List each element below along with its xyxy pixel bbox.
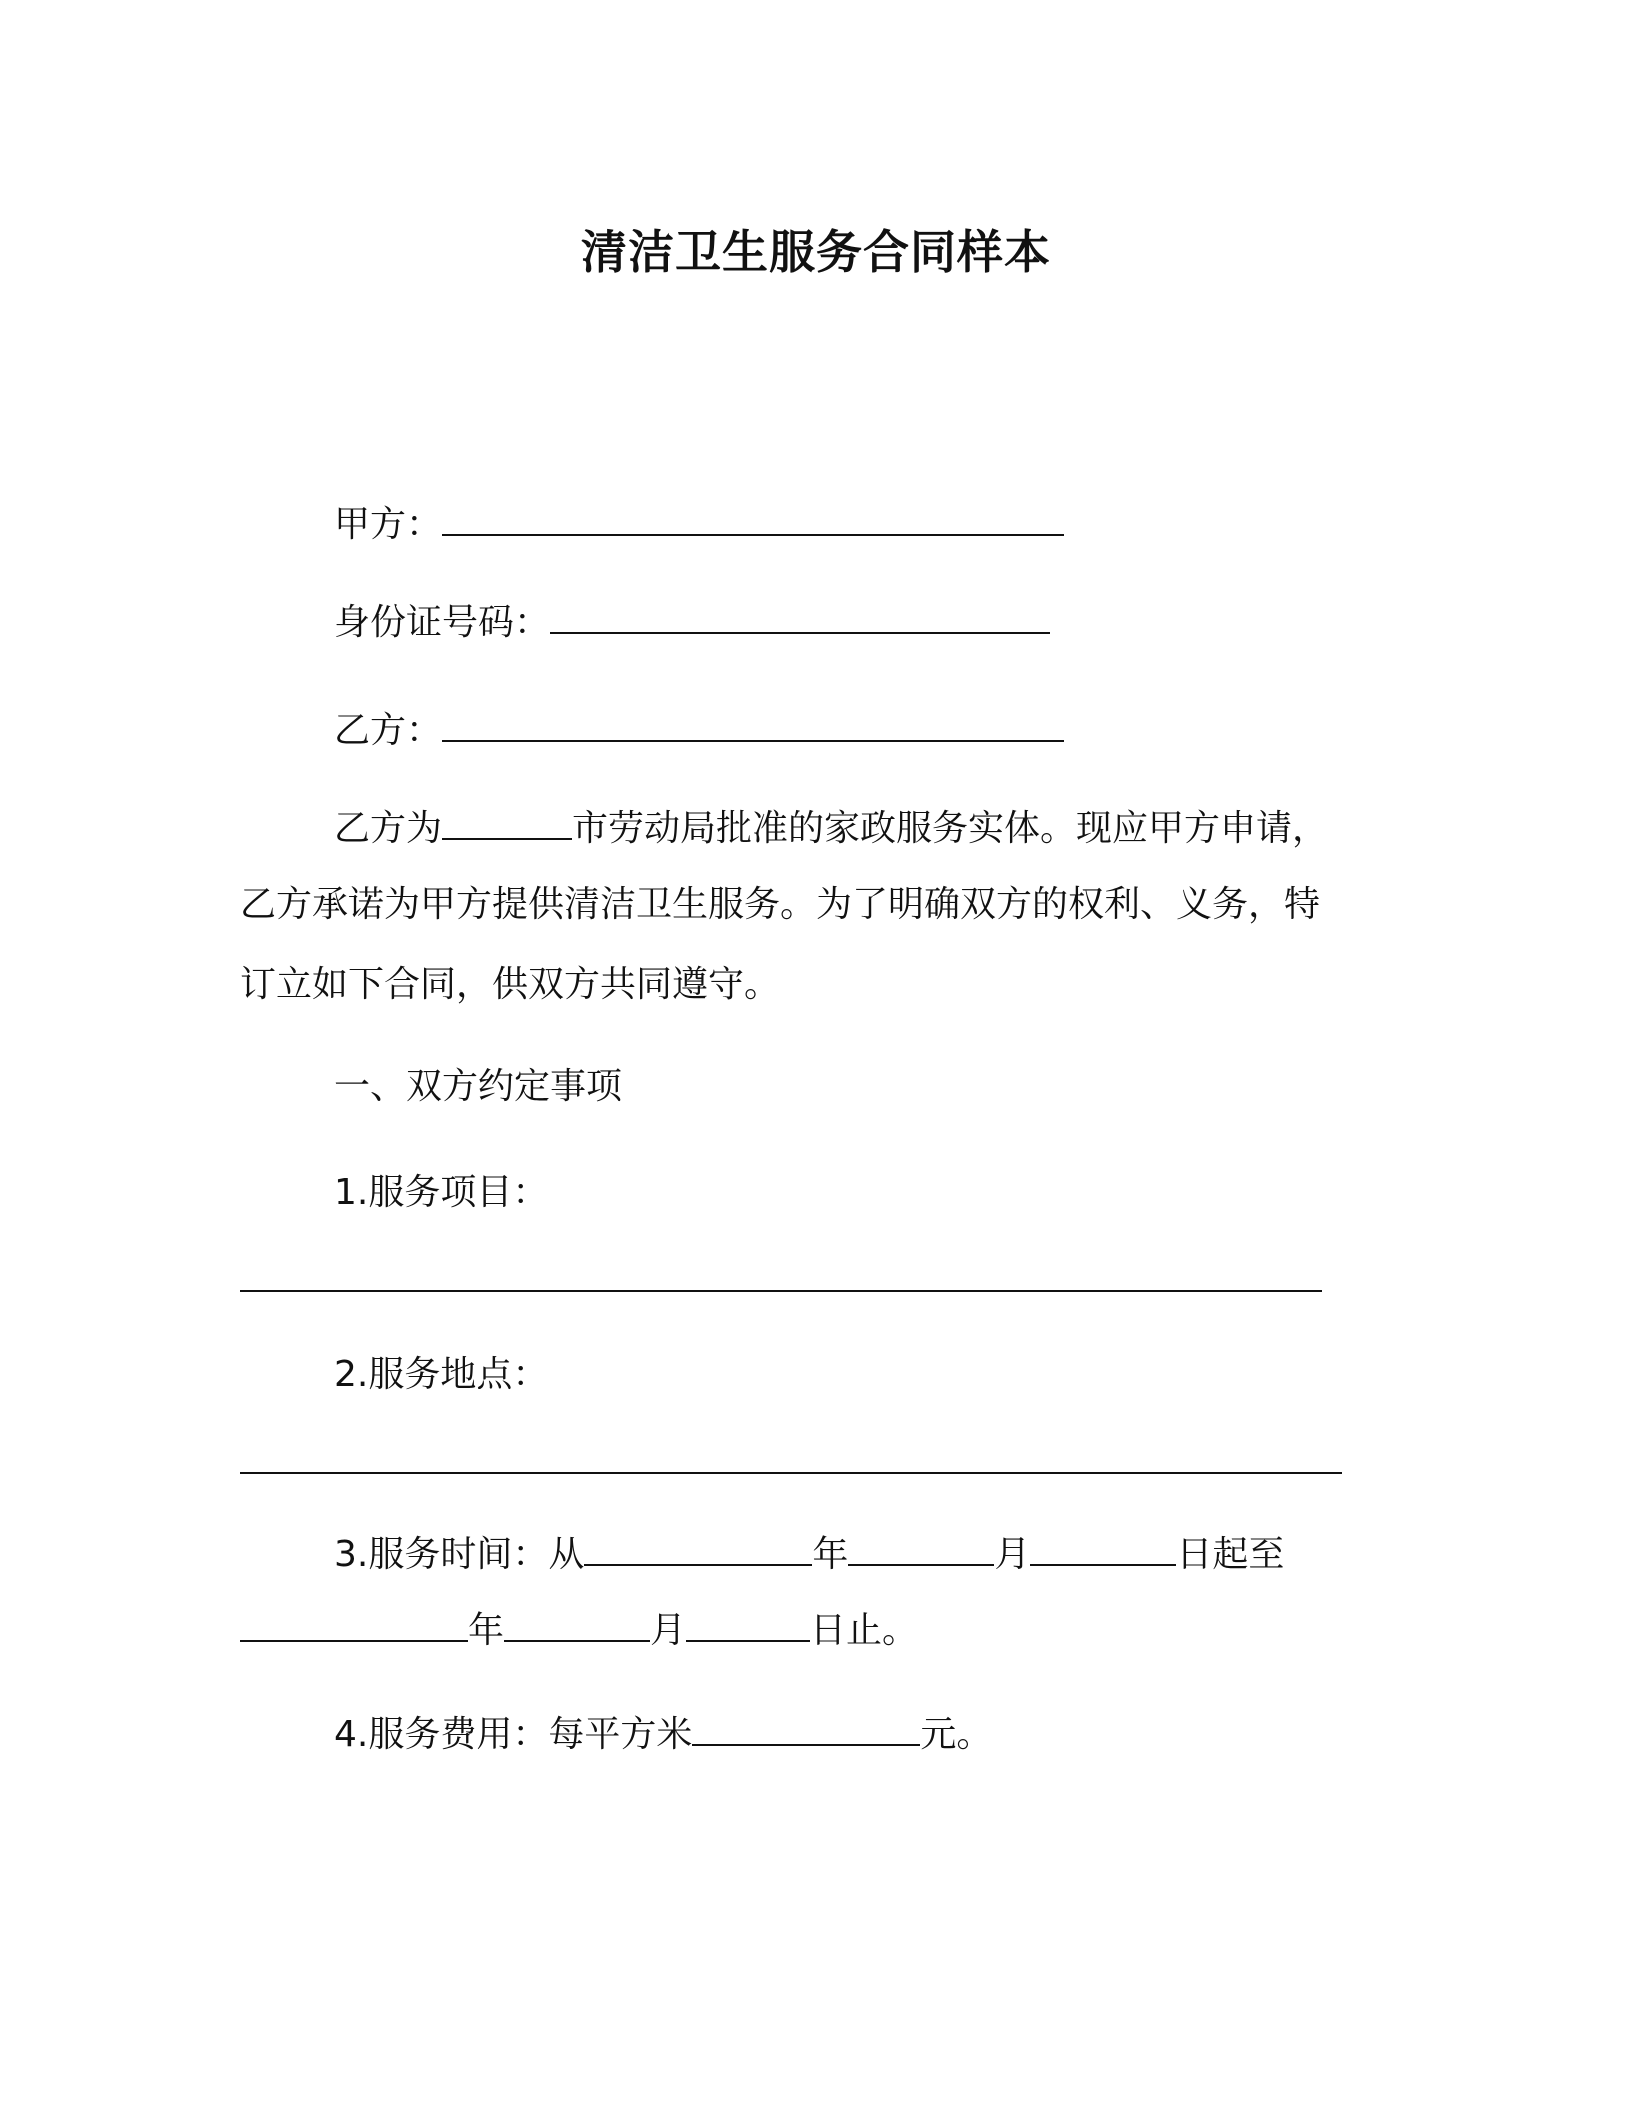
item3-label: 3.服务时间： — [334, 1534, 549, 1575]
party-a-line — [334, 500, 1064, 550]
document-title: 清洁卫生服务合同样本 — [581, 225, 1051, 279]
item4-unit: 元。 — [920, 1714, 993, 1755]
item1-label: 1.服务项目： — [334, 1172, 549, 1213]
section-heading: 一、双方约定事项 — [334, 1066, 623, 1107]
party-b-label: 乙方： — [334, 710, 443, 751]
item4-line — [334, 1710, 992, 1760]
item3-from: 从 — [548, 1534, 585, 1575]
party-b-blank[interactable] — [442, 708, 1064, 742]
item3-month2: 月 — [650, 1610, 687, 1651]
item4-text: 每平方米 — [548, 1714, 693, 1755]
item3-line-1 — [334, 1530, 1284, 1580]
intro-suffix: 市劳动局批准的家政服务实体。现应甲方申请， — [572, 808, 1329, 849]
end-year-blank[interactable] — [240, 1608, 468, 1642]
end-day-blank[interactable] — [686, 1608, 810, 1642]
start-year-blank[interactable] — [584, 1532, 812, 1566]
intro-line-2: 乙方承诺为甲方提供清洁卫生服务。为了明确双方的权利、义务，特 — [240, 884, 1321, 925]
id-number-line — [334, 598, 1050, 648]
id-number-blank[interactable] — [550, 600, 1050, 634]
intro-line-3: 订立如下合同，供双方共同遵守。 — [240, 964, 781, 1005]
id-number-label: 身份证号码： — [334, 602, 551, 643]
intro-prefix: 乙方为 — [334, 808, 443, 849]
item2-label: 2.服务地点： — [334, 1354, 549, 1395]
item3-month: 月 — [994, 1534, 1031, 1575]
item1-blank[interactable] — [240, 1290, 1322, 1292]
fee-blank[interactable] — [692, 1712, 920, 1746]
start-day-blank[interactable] — [1030, 1532, 1176, 1566]
party-b-line — [334, 706, 1064, 756]
item3-year2: 年 — [468, 1610, 505, 1651]
city-blank[interactable] — [442, 806, 572, 840]
party-a-label: 甲方： — [334, 504, 443, 545]
item3-day-start: 日起至 — [1176, 1534, 1285, 1575]
item3-line-2 — [240, 1606, 918, 1656]
end-month-blank[interactable] — [504, 1608, 650, 1642]
item3-day-end: 日止。 — [810, 1610, 919, 1651]
start-month-blank[interactable] — [848, 1532, 994, 1566]
party-a-blank[interactable] — [442, 502, 1064, 536]
intro-line-1 — [334, 804, 1328, 854]
item2-blank[interactable] — [240, 1472, 1342, 1474]
item4-label: 4.服务费用： — [334, 1714, 549, 1755]
item3-year: 年 — [812, 1534, 849, 1575]
